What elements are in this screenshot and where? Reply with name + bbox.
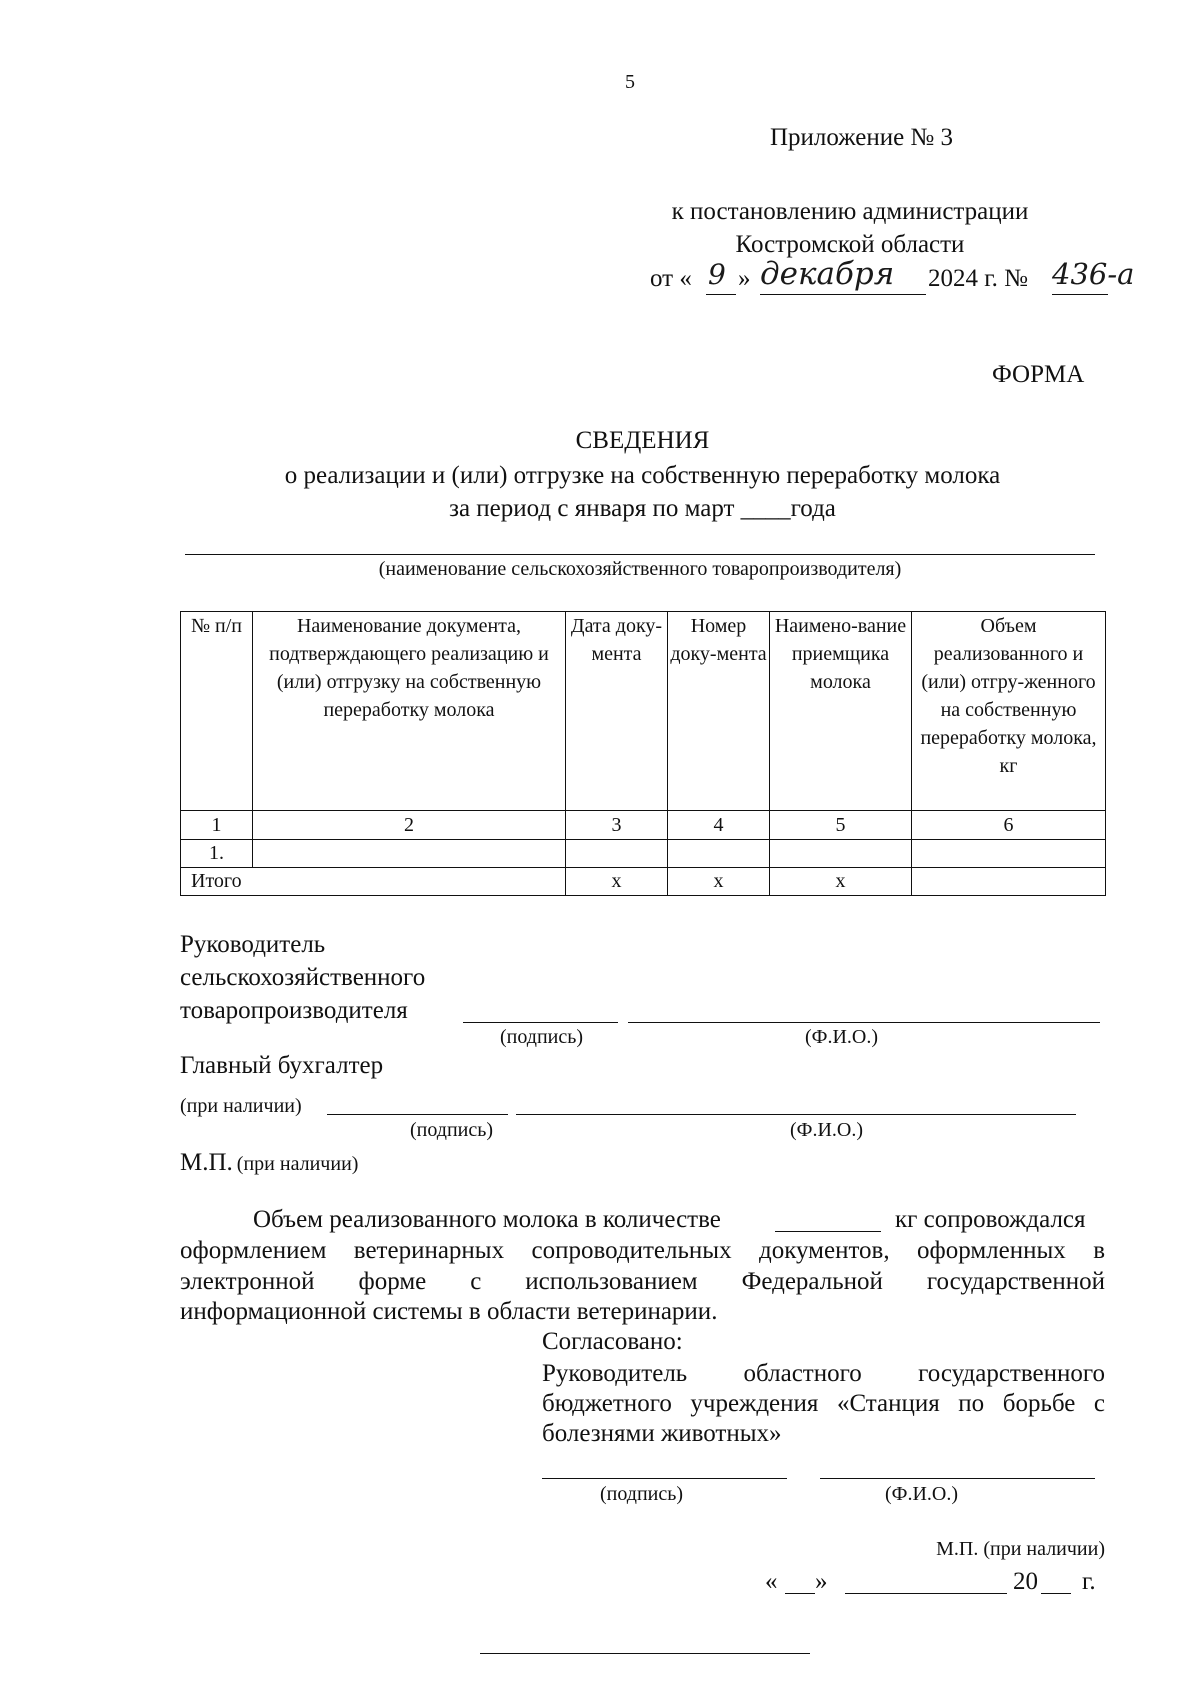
- head-signature-line: [463, 1022, 618, 1023]
- paragraph-line-1b: кг сопровождался: [895, 1206, 1086, 1233]
- row-cell-receiver: [770, 840, 912, 868]
- header-cell-volume: Объем реализованного и (или) отгру-женного на собственную переработку молока, кг: [912, 612, 1106, 811]
- date-year: 2024 г. №: [928, 265, 1029, 292]
- form-label: ФОРМА: [992, 361, 1085, 388]
- stamp-line: [180, 1148, 358, 1177]
- total-cell-receiver: х: [770, 868, 912, 896]
- total-label: Итого: [181, 868, 566, 896]
- title-line-2: о реализации и (или) отгрузке на собственную переработку молока: [284, 462, 1001, 489]
- header-cell-date: Дата доку-мента: [566, 612, 668, 811]
- paragraph-line-2: оформлением ветеринарных сопроводительных документов, оформленных в: [180, 1237, 1105, 1264]
- date-year-suffix: г.: [1082, 1568, 1096, 1595]
- stamp-if-any: (при наличии): [236, 1153, 359, 1175]
- accountant-fio-caption: (Ф.И.О.): [790, 1119, 864, 1141]
- date-prefix: от «: [650, 265, 692, 292]
- header-line-1: к постановлению администрации: [671, 198, 1029, 225]
- accountant-if-any: (при наличии): [180, 1095, 302, 1117]
- column-number-6: 6: [912, 811, 1106, 840]
- quantity-line: [775, 1231, 881, 1232]
- row-cell-date: [566, 840, 668, 868]
- handwritten-day: 9: [708, 258, 726, 291]
- date-year-prefix: 20: [1013, 1568, 1038, 1595]
- accountant-fio-line: [516, 1114, 1076, 1115]
- agreed-label: Согласовано:: [542, 1328, 683, 1355]
- approval-line-1: Руководитель областного государственного: [542, 1360, 1105, 1387]
- sales-table: [180, 611, 1106, 896]
- header-cell-receiver: Наимено-вание приемщика молока: [770, 612, 912, 811]
- accountant-signature-caption: (подпись): [410, 1119, 494, 1141]
- approval-stamp: М.П. (при наличии): [936, 1538, 1105, 1560]
- approval-fio-line: [820, 1478, 1095, 1479]
- approval-line-2: бюджетного учреждения «Станция по борьбе с: [542, 1390, 1105, 1417]
- handwritten-month: декабря: [760, 256, 895, 292]
- total-row: [181, 868, 1106, 896]
- head-line-1: Руководитель: [180, 931, 326, 958]
- column-number-1: 1: [181, 811, 253, 840]
- date-mid: »: [738, 265, 751, 292]
- appendix-label: Приложение № 3: [770, 124, 954, 151]
- page-number: 5: [625, 71, 635, 93]
- head-signature-caption: (подпись): [500, 1026, 584, 1048]
- row-cell-doc-number: [668, 840, 770, 868]
- total-cell-doc-number: х: [668, 868, 770, 896]
- stamp-label: М.П.: [180, 1149, 233, 1176]
- approval-line-3: болезнями животных»: [542, 1420, 782, 1447]
- head-line-2: сельскохозяйственного: [180, 964, 426, 991]
- column-number-3: 3: [566, 811, 668, 840]
- head-fio-caption: (Ф.И.О.): [805, 1026, 879, 1048]
- paragraph-line-4: информационной системы в области ветеринарии.: [180, 1298, 718, 1325]
- producer-name-line: [185, 554, 1095, 555]
- header-line-2: Костромской области: [735, 231, 965, 258]
- producer-caption: (наименование сельскохозяйственного товаропроизводителя): [378, 558, 902, 580]
- accountant-signature-line: [327, 1114, 508, 1115]
- header-cell-document: Наименование документа, подтверждающего реализацию и (или) отгрузку на собственную переработку молока: [253, 612, 566, 811]
- paragraph-line-1a: Объем реализованного молока в количестве: [253, 1206, 721, 1233]
- approval-signature-caption: (подпись): [600, 1483, 684, 1505]
- row-cell-volume: [912, 840, 1106, 868]
- column-number-5: 5: [770, 811, 912, 840]
- head-line-3: товаропроизводителя: [180, 997, 408, 1024]
- date-day-line: [785, 1593, 815, 1594]
- column-number-2: 2: [253, 811, 566, 840]
- handwritten-number: 436-а: [1052, 257, 1135, 291]
- closing-rule: [480, 1653, 810, 1654]
- head-fio-line: [628, 1022, 1100, 1023]
- table-row: [181, 840, 1106, 868]
- title-main: СВЕДЕНИЯ: [575, 427, 710, 454]
- date-close-quote: »: [815, 1568, 828, 1595]
- date-open-quote: «: [765, 1568, 778, 1595]
- approval-fio-caption: (Ф.И.О.): [885, 1483, 959, 1505]
- total-cell-volume: [912, 868, 1106, 896]
- total-cell-date: х: [566, 868, 668, 896]
- accountant-label: Главный бухгалтер: [180, 1052, 384, 1079]
- date-year-line: [1041, 1593, 1071, 1594]
- title-line-3: за период с января по март ____года: [449, 495, 836, 522]
- approval-signature-line: [542, 1478, 787, 1479]
- date-month-line: [845, 1593, 1007, 1594]
- header-cell-doc-number: Номер доку-мента: [668, 612, 770, 811]
- paragraph-line-3: электронной форме с использованием Федеральной государственной: [180, 1268, 1105, 1295]
- row-number: 1.: [181, 840, 253, 868]
- header-cell-number: № п/п: [181, 612, 253, 811]
- column-number-4: 4: [668, 811, 770, 840]
- row-cell-document: [253, 840, 566, 868]
